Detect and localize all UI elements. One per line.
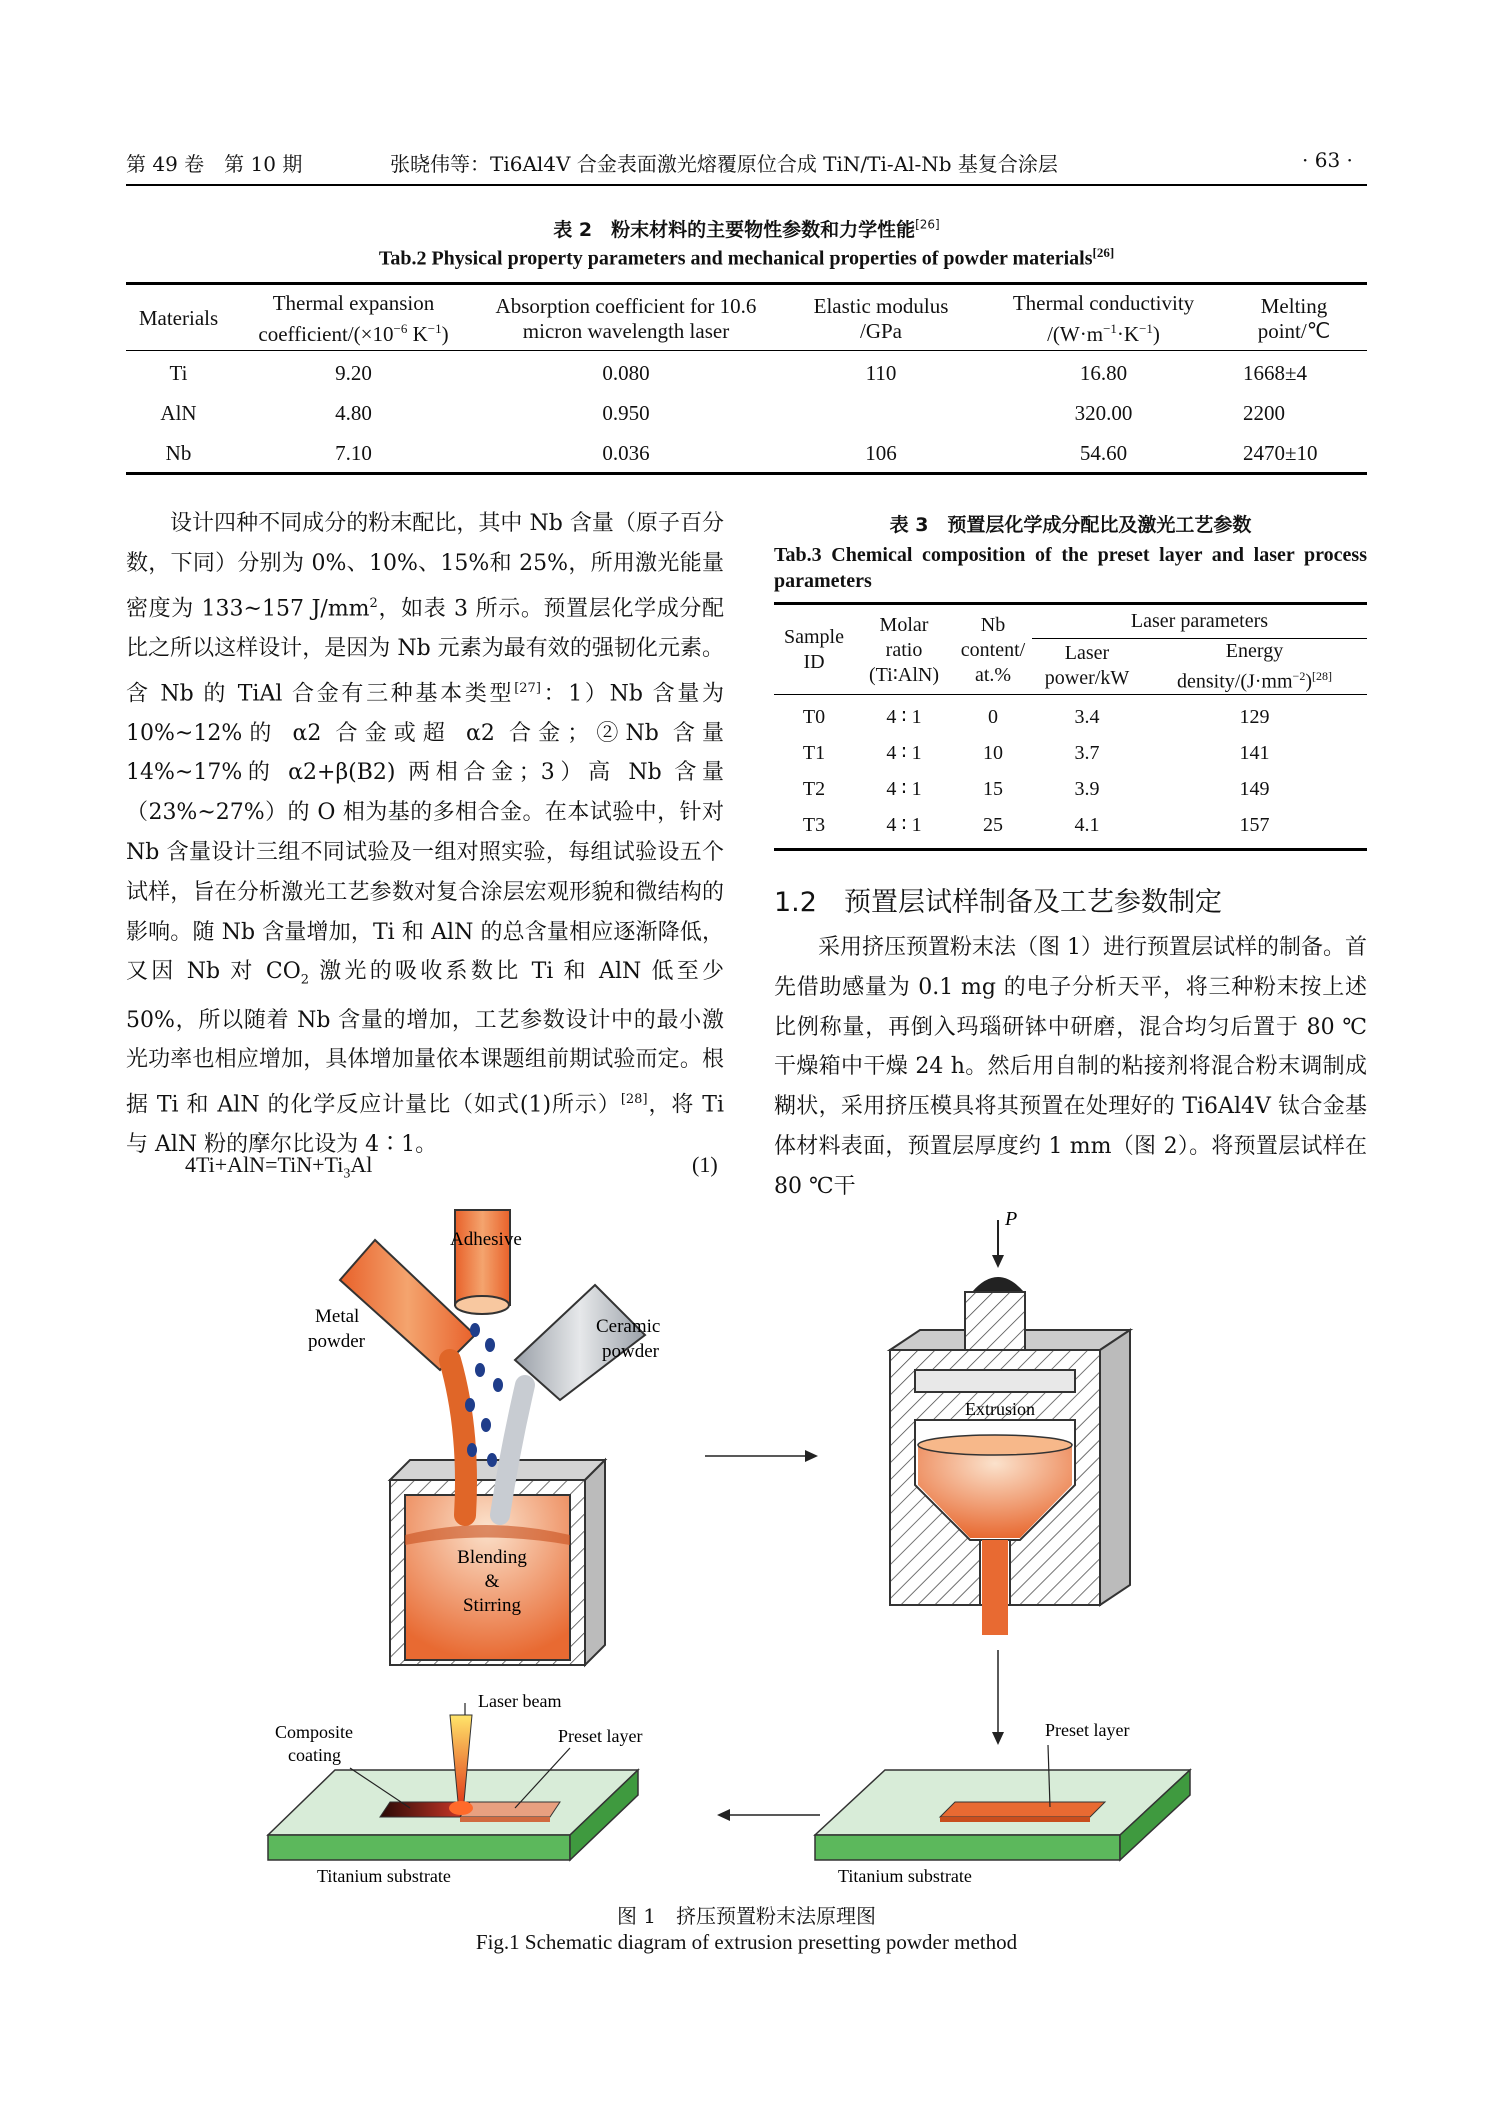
blending-label: Blending [457,1547,527,1568]
cell-energy: 157 [1239,813,1270,836]
cell-material: Ti [169,361,188,385]
cell-ratio: 4 ∶ 1 [886,741,922,764]
cell-power: 3.7 [1074,741,1100,764]
cell-id: T3 [802,813,826,836]
table2-bottom-rule [126,472,1367,475]
preset-layer-label-right: Preset layer [1045,1720,1130,1740]
left-column-text [126,504,724,1158]
table3-top-rule [774,602,1367,605]
table3-caption-cn: 表 3 预置层化学成分配比及激光工艺参数 [889,514,1252,536]
table-row [774,807,1367,843]
substrate-label-left: Titanium substrate [317,1866,451,1886]
cell-id: T0 [802,705,826,728]
th-absorption: Absorption coefficient for 10.6 micron wavelength laser [495,293,757,343]
extrusion-label: Extrusion [965,1399,1035,1419]
cell-material: Nb [165,441,192,465]
arrow-right-icon [705,1450,818,1462]
metal-powder-label-2: powder [308,1331,365,1352]
table2-top-rule [126,282,1367,285]
paragraph: 设计四种不同成分的粉末配比，其中 Nb 含量（原子百分数，下同）分别为 0%、10%、15%和 25%，所用激光能量密度为 133~157 $J/mm^2$，如表 3 所示。预置层化学成分配比之所以这样设计，是因为 Nb 元素为最有效的强韧化元素。含 Nb 的 TiAl 合金有三种基本类型[27]：1）Nb 含量为 10%~12%的 α2 合金或超 α2 合金；②Nb 含量 14%~17%的 α2+β(B2) 两相合金；3）高 Nb 含量（23%~27%）的 O 相为基的多相合金。在本试验中，针对 Nb 含量设计三组不同试验及一组对照实验，每组试验设五个试样，旨在分析激光工艺参数对复合涂层宏观形貌和微结构的影响。随 Nb 含量增加，Ti 和 AlN 的总含量相应逐渐降低，又因 Nb 对 $CO_2$ 激光的吸收系数比 Ti 和 AlN 低至少 50%，所以随着 Nb 含量的增加，工艺参数设计中的最小激光功率也相应增加，具体增加量依本课题组前期试验而定。根据 Ti 和 AlN 的化学反应计量比（如式(1)所示）[28]，将 Ti 与 AlN 粉的摩尔比设为 4∶1。 [126,511,724,1158]
figure-1-caption-cn: 图 1 挤压预置粉末法原理图 [616,1904,877,1928]
cell-nb: 0 [988,705,998,728]
cell-nb: 10 [983,741,1003,764]
journal-volume: 第 49 卷 第 10 期 [126,152,303,176]
table3-caption-en: Tab.3 Chemical composition of the preset layer and laser process parameters [774,544,1367,592]
arrow-down-icon [992,1650,1004,1745]
cell-ratio: 4 ∶ 1 [886,705,922,728]
th-thermal-expansion: Thermal expansion coefficient/($\times 10^{-6}$ $K^{-1}$) [258,290,449,346]
cell-conductivity: 320.00 [1074,401,1133,425]
cell-absorption: 0.080 [602,361,650,385]
ceramic-powder-label-2: powder [602,1341,659,1362]
cell-melting: 2470±10 [1243,441,1318,465]
table-row [774,771,1367,807]
table2-caption-cn: 表 2 粉末材料的主要物性参数和力学性能[26] [553,217,940,241]
section-heading: 1.2 预置层试样制备及工艺参数制定 [774,887,1222,918]
right-column-text [774,928,1367,1199]
pressure-label: P [1005,1208,1018,1230]
metal-powder-label: Metal [315,1306,360,1327]
cell-nb: 15 [983,777,1003,800]
laser-beam-label: Laser beam [478,1691,562,1711]
cell-material: AlN [160,401,197,425]
paragraph: 采用挤压预置粉末法（图 1）进行预置层试样的制备。首先借助感量为 0.1 mg 的电子分析天平，将三种粉末按上述比例称量，再倒入玛瑙研钵中研磨，混合均匀后置于 80 ℃干燥箱中干燥 24 h。然后用自制的粘接剂将混合粉末调制成糊状，采用挤压模具将其预置在处理好的 Ti6Al4V 钛合金基体材料表面，预置层厚度约 1 mm（图 2）。将预置层试样在 80 ℃干 [774,935,1367,1199]
table-row [126,354,1367,394]
cell-elastic: 106 [865,441,897,465]
table-row [126,394,1367,434]
cell-id: T2 [802,777,826,800]
th-conductivity: Thermal conductivity $/(W\cdot m^{-1}\cdot K^{-1})$ [1012,290,1195,346]
composite-coating-label-2: coating [288,1745,341,1765]
table3-bottom-rule [774,848,1367,851]
th-laser-group: Laser parameters [1032,606,1367,638]
table3 [774,606,1367,843]
page-number: · 63 · [1302,148,1353,172]
ceramic-powder-label: Ceramic [596,1316,661,1337]
cell-energy: 141 [1239,741,1270,764]
cell-ratio: 4 ∶ 1 [886,777,922,800]
th-elastic: Elastic modulus /GPa [813,293,949,343]
cell-ratio: 4 ∶ 1 [886,813,922,836]
substrate-right [815,1770,1190,1860]
substrate-label-right: Titanium substrate [838,1866,972,1886]
cell-absorption: 0.036 [602,441,650,465]
table-row [774,735,1367,771]
preset-layer-label-left: Preset layer [558,1726,643,1746]
stirring-label: Stirring [462,1595,522,1616]
header-rule [126,184,1367,186]
table2-caption-en: Tab.2 Physical property parameters and mechanical properties of powder materials[26] [378,245,1115,270]
cell-thermal: 9.20 [335,361,372,385]
cell-conductivity: 54.60 [1079,441,1128,465]
table-row [126,434,1367,474]
cell-energy: 149 [1239,777,1270,800]
cell-thermal: 4.80 [335,401,372,425]
equation-number: (1) [692,1152,718,1177]
cell-conductivity: 16.80 [1079,361,1128,385]
th-sample: Sample ID [784,626,844,674]
th-nb: Nb content/ at.% [960,613,1026,686]
th-power: Laser power/kW [1044,642,1130,690]
cell-elastic: 110 [865,361,897,385]
cell-power: 4.1 [1074,813,1100,836]
equation: $4Ti+AlN=TiN+Ti_3Al$ [185,1152,373,1182]
figure-1-diagram [260,1210,1360,1900]
figure-1-caption-en: Fig.1 Schematic diagram of extrusion presetting powder method [475,1930,1018,1954]
blending-amp: & [484,1571,500,1592]
arrow-left-icon [717,1809,820,1821]
adhesive-label: Adhesive [450,1229,522,1250]
cell-elastic [776,394,986,434]
cell-melting: 1668±4 [1243,361,1308,385]
running-title: 张晓伟等：Ti6Al4V 合金表面激光熔覆原位合成 TiN/Ti-Al-Nb 基复合涂层 [390,152,1058,176]
extrusion-mold [890,1220,1130,1635]
cell-power: 3.9 [1074,777,1100,800]
cell-id: T1 [802,741,826,764]
th-materials: Materials [138,306,219,331]
composite-coating-label: Composite [275,1722,354,1742]
cell-nb: 25 [983,813,1003,836]
th-melting: Melting point/℃ [1257,293,1331,343]
cell-absorption: 0.950 [602,401,650,425]
th-molar: Molar ratio (Ti∶AlN) [868,613,940,686]
table3-header-row [774,606,1367,638]
table2-header-row [126,288,1367,350]
cell-thermal: 7.10 [335,441,372,465]
cell-power: 3.4 [1074,705,1100,728]
th-energy: Energy density/$(J\cdot mm^{-2})[28]$ [1177,639,1332,693]
table-row [774,699,1367,735]
table2 [126,288,1367,474]
cell-melting: 2200 [1243,401,1285,425]
cell-energy: 129 [1239,705,1270,728]
